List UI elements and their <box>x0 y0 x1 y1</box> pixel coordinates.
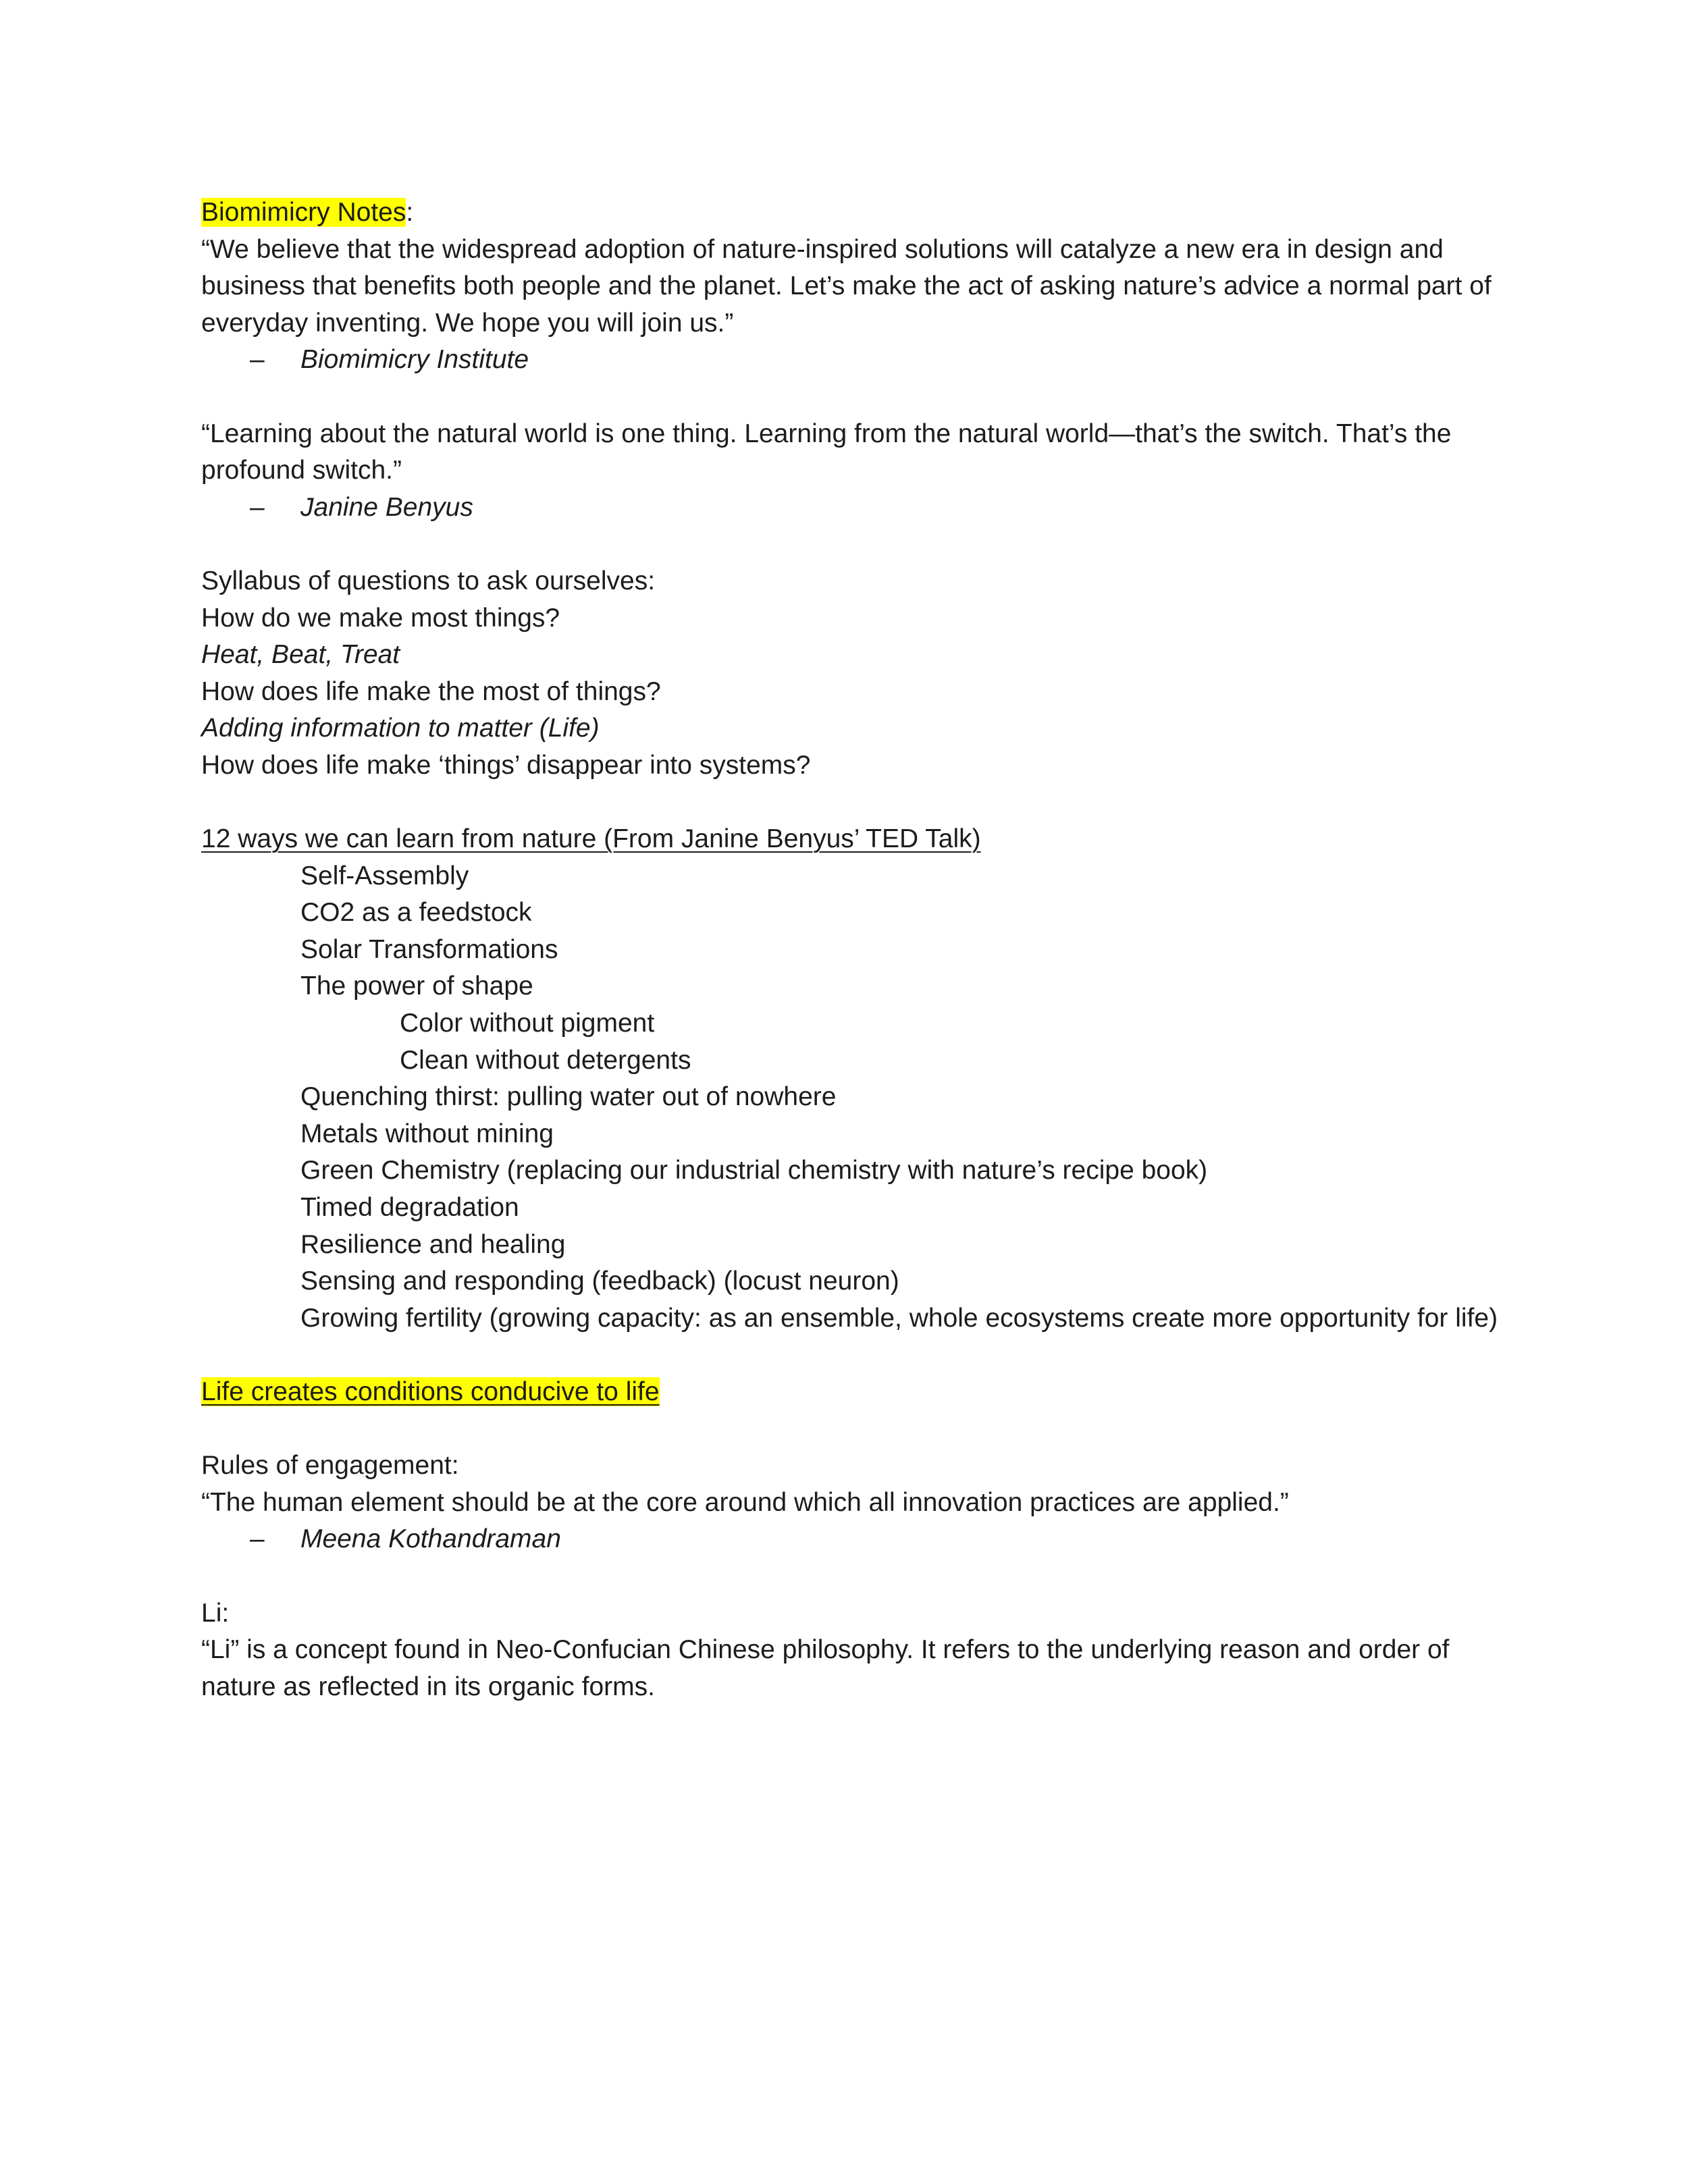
spacer <box>201 784 1511 822</box>
rules-attribution-line <box>201 1521 1511 1558</box>
ways-list-item: Sensing and responding (feedback) (locust neuron) <box>300 1267 899 1296</box>
li-heading: Li: <box>201 1598 230 1628</box>
institute-attribution: Biomimicry Institute <box>300 345 529 375</box>
syllabus-question-2: How does life make the most of things? <box>201 676 661 706</box>
benyus-attribution-line <box>201 489 1511 527</box>
ways-list-item: Solar Transformations <box>300 934 558 964</box>
ways-list-item: Quenching thirst: pulling water out of nowhere <box>300 1082 837 1112</box>
syllabus-answer-1: Heat, Beat, Treat <box>201 640 400 670</box>
notes-title: Biomimicry Notes <box>201 198 406 227</box>
syllabus-question-3: How does life make ‘things’ disappear into systems? <box>201 750 811 780</box>
syllabus-heading: Syllabus of questions to ask ourselves: <box>201 566 656 595</box>
ways-list-item: Green Chemistry (replacing our industrial chemistry with nature’s recipe book) <box>300 1156 1208 1186</box>
rules-attribution: Meena Kothandraman <box>300 1524 561 1554</box>
li-description: “Li” is a concept found in Neo-Confucian Chinese philosophy. It refers to the underlying reason and order of nature as reflected in its organic forms. <box>201 1635 1450 1701</box>
attribution-dash: – <box>250 1524 265 1554</box>
syllabus-question-1: How do we make most things? <box>201 603 560 633</box>
spacer <box>201 1411 1511 1448</box>
ways-list-item: CO2 as a feedstock <box>300 898 532 928</box>
ways-heading-line <box>201 821 1511 858</box>
spacer <box>201 379 1511 416</box>
life-conditions-line <box>201 1374 1511 1411</box>
rules-heading: Rules of engagement: <box>201 1451 459 1481</box>
ways-list-item: Timed degradation <box>300 1193 519 1223</box>
benyus-quote: “Learning about the natural world is one thing. Learning from the natural world—that’s the switch. That’s the profound switch.” <box>201 419 1452 485</box>
attribution-dash: – <box>250 345 265 375</box>
syllabus-answer-2: Adding information to matter (Life) <box>201 714 600 743</box>
institute-attribution-line <box>201 342 1511 379</box>
ways-list-item: Growing fertility (growing capacity: as an ensemble, whole ecosystems create more opportunity for life) <box>300 1303 1498 1333</box>
benyus-attribution: Janine Benyus <box>300 492 473 522</box>
institute-quote: “We believe that the widespread adoption of nature-inspired solutions will catalyze a new era in design and business that benefits both people and the planet. Let’s make the act of asking nature’s advice a normal part of everyday inventing. We hope you will join us.” <box>201 234 1492 338</box>
ways-list-item: Self-Assembly <box>300 861 469 890</box>
notes-title-line <box>201 194 1511 232</box>
spacer <box>201 1558 1511 1595</box>
ways-list-item: Resilience and healing <box>300 1229 566 1259</box>
life-conditions: Life creates conditions conducive to life <box>201 1377 660 1406</box>
notes-title-colon: : <box>406 198 414 227</box>
document-page <box>201 194 1511 1705</box>
ways-sub-item: Color without pigment <box>400 1009 655 1038</box>
spacer <box>201 526 1511 563</box>
rules-quote: “The human element should be at the core around which all innovation practices are applied.” <box>201 1487 1289 1517</box>
ways-heading: 12 ways we can learn from nature (From Janine Benyus’ TED Talk) <box>201 824 981 854</box>
ways-list-item: Metals without mining <box>300 1119 554 1148</box>
spacer <box>201 1337 1511 1374</box>
ways-sub-item: Clean without detergents <box>400 1045 691 1075</box>
ways-list-item: The power of shape <box>300 971 533 1001</box>
attribution-dash: – <box>250 492 265 522</box>
